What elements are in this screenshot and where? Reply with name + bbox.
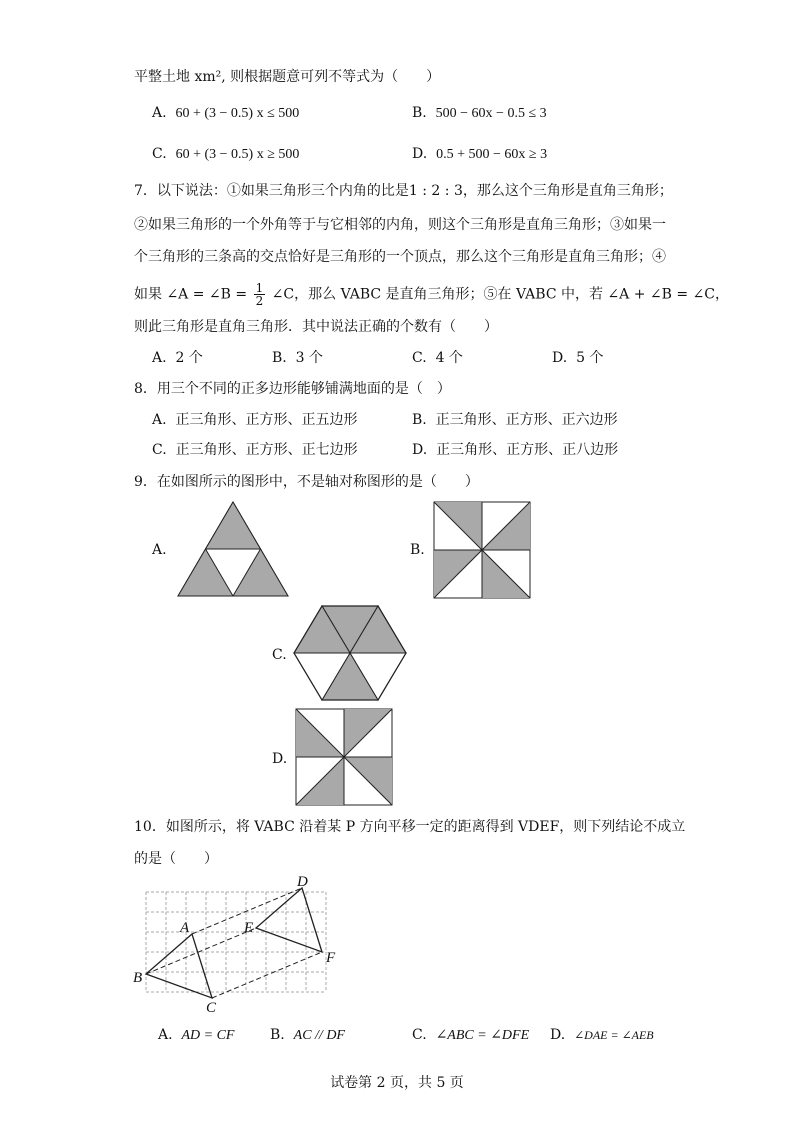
- option-label: A.: [158, 1027, 173, 1043]
- q10-option-c[interactable]: [412, 1026, 529, 1045]
- point-label-f: F: [326, 950, 336, 966]
- option-label: A.: [152, 350, 167, 366]
- option-label: A.: [152, 412, 167, 428]
- q8-option-c[interactable]: [152, 441, 358, 459]
- option-text: 60 + (3 − 0.5) x ≤ 500: [175, 106, 300, 121]
- q7-option-c[interactable]: [412, 349, 463, 367]
- option-label: C.: [412, 350, 427, 366]
- point-label-d: D: [297, 874, 308, 890]
- q10-option-b[interactable]: [270, 1026, 345, 1045]
- option-text: 0.5 + 500 − 60x ≥ 3: [436, 147, 548, 162]
- q10-option-a[interactable]: [158, 1026, 234, 1045]
- q7-option-d[interactable]: [552, 349, 603, 367]
- option-text: 500 − 60x − 0.5 ≤ 3: [435, 106, 547, 121]
- fraction: [254, 282, 266, 307]
- q7-line-5: 则此三角形是直角三角形．其中说法正确的个数有（ ）: [134, 319, 498, 335]
- q8-option-a[interactable]: [152, 411, 357, 429]
- q10-line-1: 10．如图所示，将 VABC 沿着某 P 方向平移一定的距离得到 VDEF，则下列结论不成立: [134, 819, 686, 835]
- q8-option-b[interactable]: [412, 411, 618, 429]
- grid-lines: [146, 892, 326, 992]
- q7-line-1: 7．以下说法：①如果三角形三个内角的比是1 : 2 : 3，那么这个三角形是直角三角形；: [134, 183, 673, 199]
- option-text: AC // DF: [293, 1028, 345, 1043]
- option-text: 60 + (3 − 0.5) x ≥ 500: [175, 147, 300, 162]
- option-label: B.: [272, 350, 287, 366]
- option-label: A.: [152, 105, 167, 121]
- option-label: B.: [412, 412, 427, 428]
- q8-option-d[interactable]: [412, 441, 618, 459]
- q10-option-d[interactable]: [550, 1026, 654, 1044]
- option-label: B.: [412, 105, 427, 121]
- option-label: C.: [152, 442, 167, 458]
- q9-label-d[interactable]: D.: [272, 751, 288, 767]
- option-label: B.: [270, 1027, 285, 1043]
- option-label: C.: [412, 1027, 427, 1043]
- hexagon-figure: [292, 604, 408, 702]
- triangle-figure: [176, 500, 290, 598]
- q6-option-c[interactable]: [152, 145, 299, 164]
- q6-option-b[interactable]: [412, 104, 547, 123]
- q9-label-b[interactable]: B.: [410, 542, 425, 558]
- option-text: 2 个: [175, 350, 203, 366]
- q6-stem-tail: 平整土地 xm², 则根据题意可列不等式为（ ）: [134, 69, 441, 85]
- point-label-e: E: [244, 920, 254, 936]
- q7-option-b[interactable]: [272, 349, 323, 367]
- option-text: ∠DAE = ∠AEB: [574, 1028, 654, 1042]
- q6-option-a[interactable]: [152, 104, 299, 123]
- option-text: 正三角形、正方形、正八边形: [436, 442, 619, 458]
- option-text: AD = CF: [181, 1028, 235, 1043]
- q7-line-3: 个三角形的三条高的交点恰好是三角形的一个顶点，那么这个三角形是直角三角形；④: [134, 249, 666, 265]
- point-label-c: C: [206, 1000, 217, 1016]
- q7-line-4: [134, 282, 729, 307]
- q6-option-d[interactable]: [412, 145, 547, 164]
- option-text: 正三角形、正方形、正七边形: [175, 442, 358, 458]
- option-text: 正三角形、正方形、正五边形: [175, 412, 358, 428]
- q9-label-c[interactable]: C.: [272, 647, 287, 663]
- q9-label-a[interactable]: A.: [152, 542, 167, 558]
- option-text: 正三角形、正方形、正六边形: [435, 412, 618, 428]
- option-label: D.: [550, 1027, 566, 1043]
- option-text: 5 个: [576, 350, 604, 366]
- q7-line-4-a: 如果 ∠A = ∠B =: [134, 286, 248, 303]
- option-text: 3 个: [295, 350, 324, 366]
- option-text: ∠ABC = ∠DFE: [435, 1028, 530, 1043]
- option-label: C.: [152, 146, 167, 162]
- point-label-a: A: [180, 920, 190, 936]
- page-footer: 试卷第 2 页，共 5 页: [330, 1075, 464, 1091]
- triangle-abc: [146, 934, 212, 998]
- q8-stem: 8．用三个不同的正多边形能够铺满地面的是（ ）: [134, 381, 451, 397]
- q10-line-2: 的是（ ）: [134, 851, 218, 867]
- option-label: D.: [552, 350, 568, 366]
- point-label-b: B: [133, 970, 143, 986]
- fraction-numerator: 1: [255, 281, 264, 295]
- fraction-denominator: 2: [255, 294, 264, 308]
- pinwheel-square-d: [296, 709, 392, 805]
- q9-stem: 9．在如图所示的图形中，不是轴对称图形的是（ ）: [134, 474, 479, 490]
- q7-line-2: ②如果三角形的一个外角等于与它相邻的内角，则这个三角形是直角三角形；③如果一: [134, 217, 666, 233]
- option-text: 4 个: [435, 350, 463, 366]
- option-label: D.: [412, 146, 428, 162]
- q7-line-4-b: ∠C，那么 VABC 是直角三角形；⑤在 VABC 中，若 ∠A + ∠B = ∠C，: [271, 286, 729, 303]
- q7-option-a[interactable]: [152, 349, 203, 367]
- pinwheel-square-b: [434, 502, 530, 598]
- translation-grid-figure: [130, 872, 350, 1016]
- option-label: D.: [412, 442, 428, 458]
